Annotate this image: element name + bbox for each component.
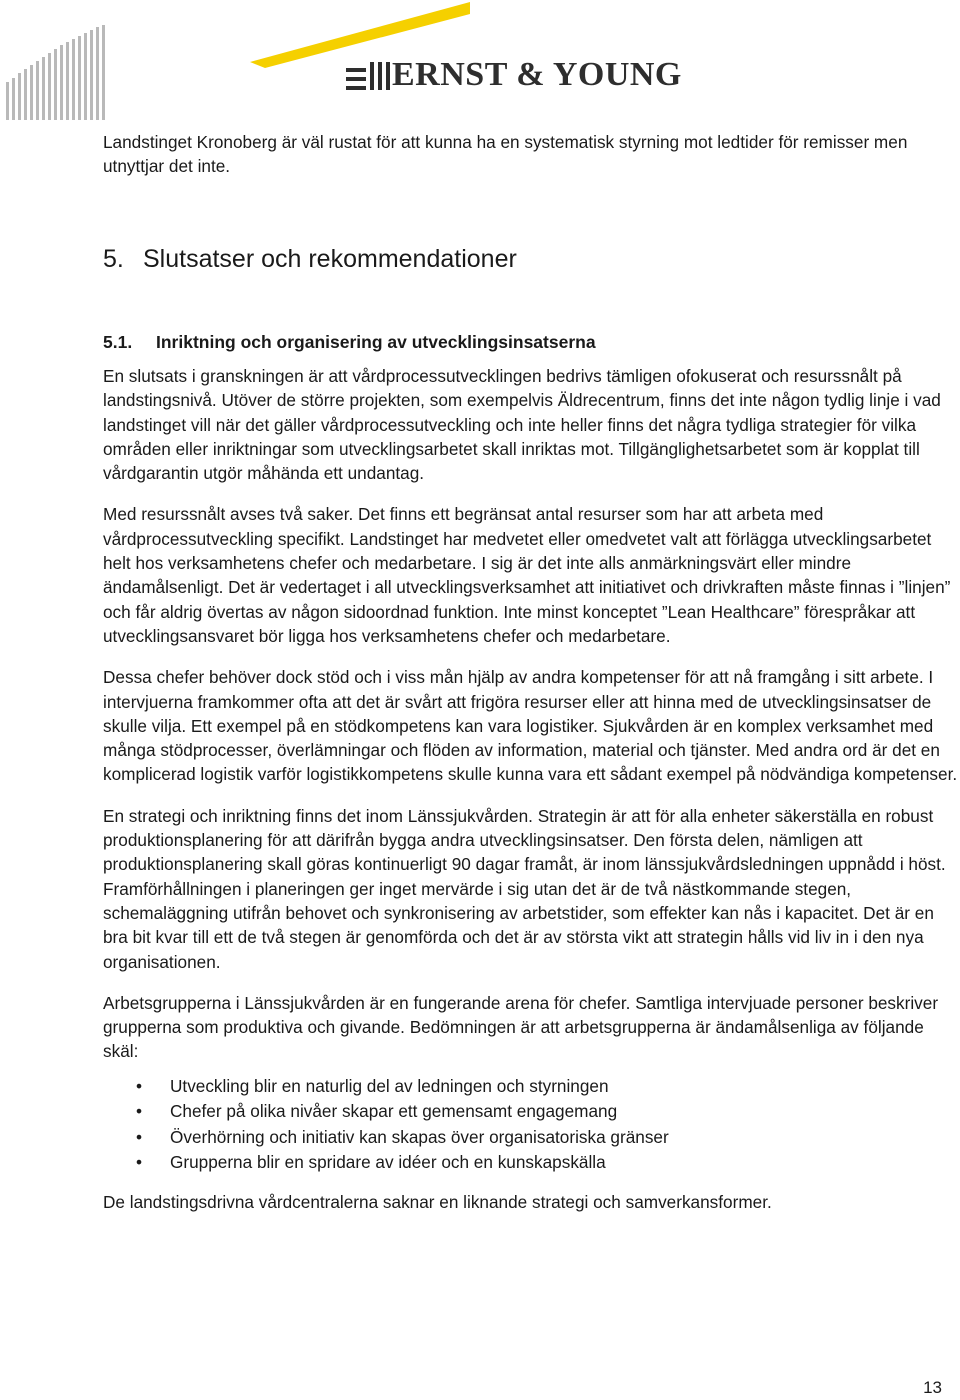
list-item-text: Överhörning och initiativ kan skapas över organisatoriska gränser — [170, 1126, 669, 1147]
bullet-list — [103, 1074, 960, 1176]
intro-paragraph: Landstinget Kronoberg är väl rustat för att kunna ha en systematisk styrning mot ledtider för remisser men utnyttjar det inte. — [103, 132, 908, 177]
gray-bars-icon — [6, 25, 105, 120]
list-item — [103, 1125, 960, 1151]
section-number: 5. — [103, 245, 124, 273]
bullet-icon: • — [136, 1152, 143, 1173]
page-number: 13 — [923, 1378, 942, 1397]
paragraph-1: En slutsats i granskningen är att vårdprocessutvecklingen bedrivs tämligen ofokuserat och resurssnålt på landstingsnivå. Utöver de större projekten, som exempelvis Äldrecentrum, finns det inte någon tydlig linje i vad landstinget vill när det gäller vårdprocessutveckling och inte heller finns det några tydliga strategier för vilka områden eller inriktningar som utvecklingsarbetet skall inriktas mot. Tillgänglighetsarbetet som är kopplat till vårdgarantin utgör måhända ett undantag. — [103, 366, 941, 484]
list-item — [103, 1150, 960, 1176]
ernst-young-logo-text: ERNST & YOUNG — [392, 56, 682, 93]
paragraph-3: Dessa chefer behöver dock stöd och i viss mån hjälp av andra kompetenser för att nå framgång i sitt arbete. I intervjuerna framkommer ofta att det är svårt att frigöra resurser eller att hinna med de utvecklingsinsatser de skulle vilja. Ett exempel på en stödkompetens kan vara logistiker. Sjukvården är en komplex verksamhet med många stödprocesser, överlämningar och flöden av information, material och tjänster. Med andra ord är det en komplicerad logistik varför logistikkompetens skulle kunna vara ett sådant exempel på nödvändiga kompetenser. — [103, 667, 958, 785]
subsection-number: 5.1. — [103, 332, 133, 352]
bullet-icon: • — [136, 1101, 143, 1122]
list-item-text: Chefer på olika nivåer skapar ett gemensamt engagemang — [170, 1101, 618, 1122]
body-text — [103, 364, 960, 1231]
paragraph-4: En strategi och inriktning finns det inom Länssjukvården. Strategin är att för alla enheter säkerställa en robust produktionsplanering för att därifrån bygga andra utvecklingsinsatser. Den första delen, nämligen att produktionsplanering skall göras kontinuerligt 90 dagar framåt, är inom länssjukvårdsledningen uppnådd i höst. Framförhållningen i planeringen ger inget mervärde i sig utan det är de två nästkommande stegen, schemaläggning utifrån behovet och synkronisering av arbetstider, som effekter kan nås i kapacitet. Det är en bra bit kvar till ett de två stegen är genomförda och det är av största vikt att strategin hålls vid liv in i den nya organisationen. — [103, 805, 946, 972]
paragraph-2: Med resurssnålt avses två saker. Det finns ett begränsat antal resurser som har att arbeta med vårdprocessutveckling specifikt. Landstinget har medvetet eller omedvetet valt att förlägga utvecklingsarbetet helt hos verksamhetens chefer och medarbetare. I sig är det inte alls anmärkningsvärt eller mindre ändamålsenligt. Det är vedertaget i all utvecklingsverksamhet att initiativet och drivkraften måste finnas i ”linjen” och får aldrig övertas av någon sidoordnad funktion. Inte minst konceptet ”Lean Healthcare” förespråkar att utvecklingsansvaret bör ligga hos verksamhetens chefer och medarbetare. — [103, 504, 951, 646]
bullet-icon: • — [136, 1126, 143, 1147]
section-heading — [103, 245, 517, 274]
bullet-icon: • — [136, 1075, 143, 1096]
subsection-heading — [103, 332, 596, 353]
list-item-text: Grupperna blir en spridare av idéer och en kunskapskälla — [170, 1152, 606, 1173]
list-item-text: Utveckling blir en naturlig del av ledningen och styrningen — [170, 1075, 609, 1096]
section-title: Slutsatser och rekommendationer — [143, 245, 517, 273]
subsection-title: Inriktning och organisering av utvecklingsinsatserna — [156, 332, 596, 352]
page-header — [0, 0, 960, 130]
closing-paragraph: De landstingsdrivna vårdcentralerna saknar en liknande strategi och samverkansformer. — [103, 1191, 772, 1212]
paragraph-5: Arbetsgrupperna i Länssjukvården är en fungerande arena för chefer. Samtliga intervjuade personer beskriver grupperna som produktiva och givande. Bedömningen är att arbetsgrupperna är ändamålsenliga av följande skäl: — [103, 992, 939, 1062]
list-item — [103, 1074, 960, 1100]
list-item — [103, 1099, 960, 1125]
intro-block — [103, 130, 960, 179]
ey-mark-icon — [346, 62, 390, 90]
